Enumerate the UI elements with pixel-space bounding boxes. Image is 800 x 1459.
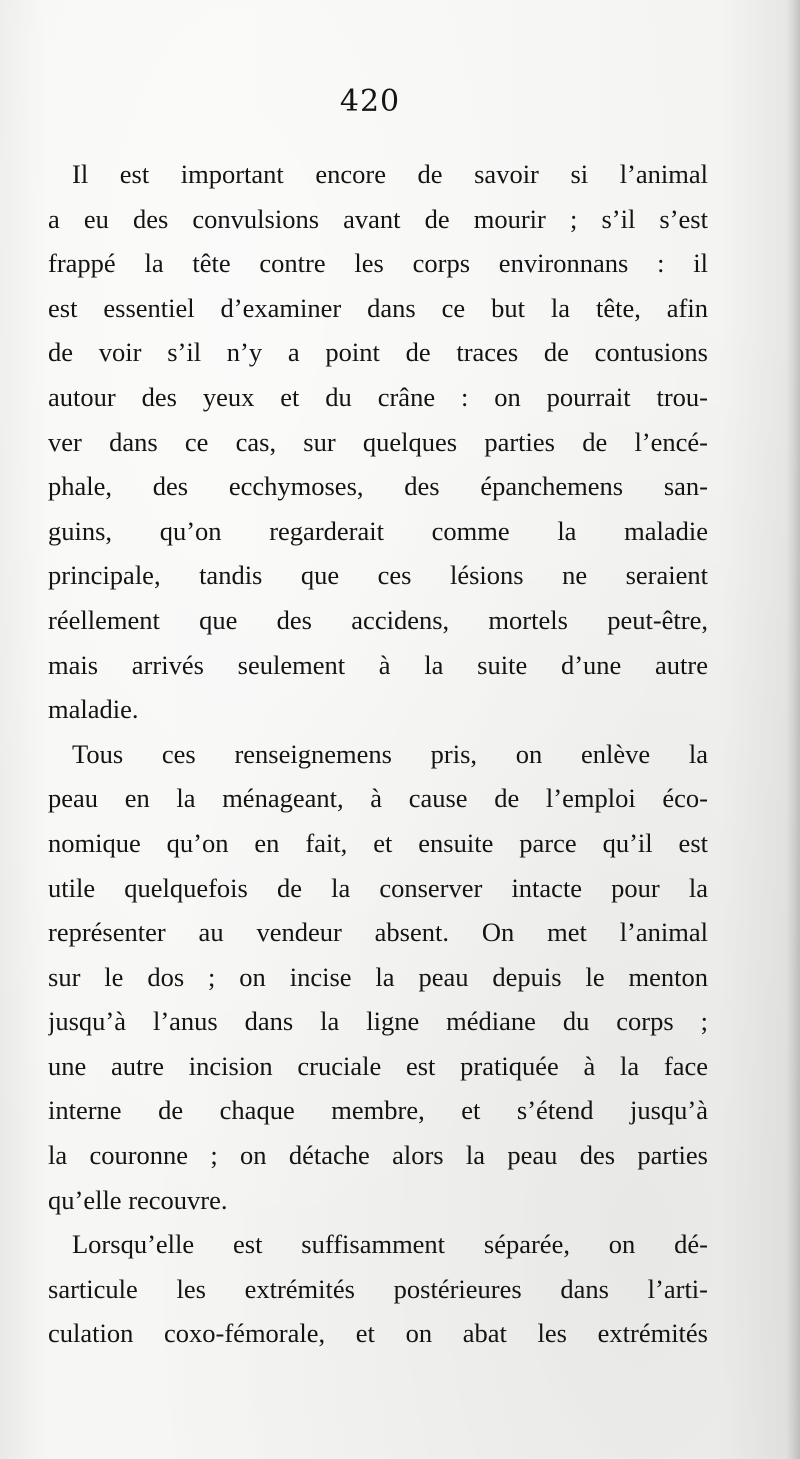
text-line: sarticule les extrémités postérieures dans l’arti- — [48, 1273, 708, 1304]
text-line: réellement que des accidens, mortels peut-être, — [48, 604, 708, 635]
text-line: qu’elle recouvre. — [48, 1184, 228, 1215]
text-line: représenter au vendeur absent. On met l’animal — [48, 917, 708, 948]
page-number: 420 — [339, 84, 401, 119]
text-line: de voir s’il n’y a point de traces de contusions — [48, 337, 708, 368]
paragraph — [48, 732, 708, 1223]
text-line: mais arrivés seulement à la suite d’une autre — [48, 649, 708, 680]
text-line: culation coxo-fémorale, et on abat les extrémités — [48, 1318, 708, 1349]
text-line: peau en la ménageant, à cause de l’emploi éco- — [48, 783, 708, 814]
text-line: ver dans ce cas, sur quelques parties de l’encé- — [48, 426, 708, 457]
text-line: une autre incision cruciale est pratiquée à la face — [48, 1050, 708, 1081]
paragraph — [48, 1222, 708, 1356]
text-line: sur le dos ; on incise la peau depuis le menton — [48, 961, 708, 992]
text-line: nomique qu’on en fait, et ensuite parce qu’il est — [48, 827, 708, 858]
text-line: Tous ces renseignemens pris, on enlève la — [72, 738, 708, 769]
text-line: jusqu’à l’anus dans la ligne médiane du corps ; — [48, 1006, 708, 1037]
body-text — [48, 152, 708, 1356]
text-line: interne de chaque membre, et s’étend jusqu’à — [48, 1095, 708, 1126]
page-edge-shadow — [786, 0, 800, 1459]
text-line: utile quelquefois de la conserver intacte pour la — [48, 872, 708, 903]
text-line: Lorsqu’elle est suffisamment séparée, on dé- — [72, 1229, 708, 1260]
text-line: a eu des convulsions avant de mourir ; s’il s’est — [48, 203, 708, 234]
paragraph — [48, 152, 708, 732]
text-line: est essentiel d’examiner dans ce but la tête, afin — [48, 292, 708, 323]
text-line: phale, des ecchymoses, des épanchemens san- — [48, 471, 708, 502]
text-line: frappé la tête contre les corps environnans : il — [48, 248, 708, 279]
text-line: autour des yeux et du crâne : on pourrait trou- — [48, 381, 708, 412]
text-line: maladie. — [48, 694, 139, 725]
text-line: la couronne ; on détache alors la peau des parties — [48, 1140, 708, 1171]
text-line: principale, tandis que ces lésions ne seraient — [48, 560, 708, 591]
text-line: guins, qu’on regarderait comme la maladie — [48, 515, 708, 546]
text-line: Il est important encore de savoir si l’animal — [72, 159, 708, 189]
